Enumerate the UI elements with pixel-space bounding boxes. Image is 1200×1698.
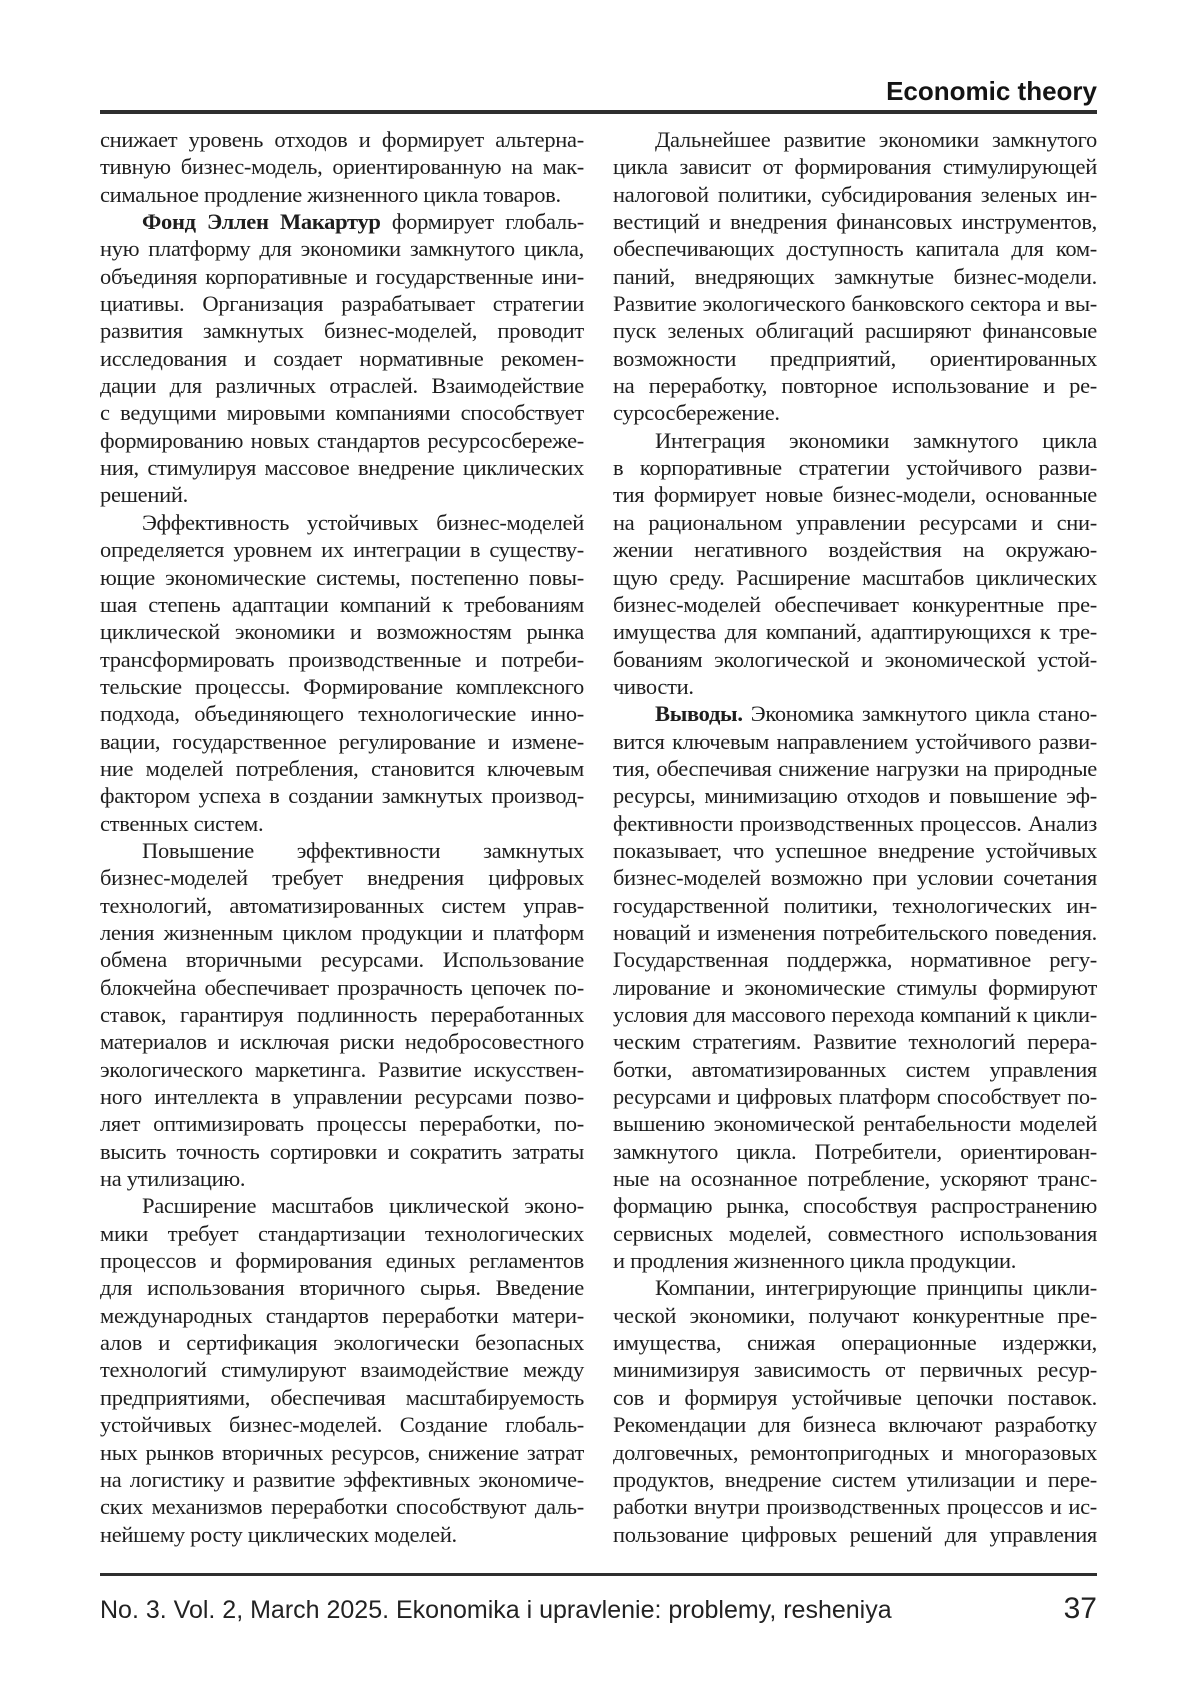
text-line: объединяя корпоративные и государственные ини- [100,263,584,289]
text-line: предприятиями, обеспечивая масштабируемость [100,1384,584,1410]
text-line: чивости. [613,673,694,699]
text-column-left [100,126,584,1548]
text-line: условия для массового перехода компаний к цикли- [613,1002,1097,1027]
footer-rule [100,1573,1097,1576]
text-line: Развитие экологического банковского сектора и вы- [613,291,1097,317]
text-line: Эффективность устойчивых бизнес-моделей [142,509,584,535]
text-line: нейшему росту циклических моделей. [100,1521,457,1547]
text-line: ческим стратегиям. Развитие технологий перера- [613,1029,1097,1055]
text-line: Повышение эффективности замкнутых [142,837,584,863]
text-column-right [613,126,1097,1548]
text-line: замкнутого цикла. Потребители, ориентирован- [613,1138,1097,1164]
text-line: Расширение масштабов циклической эконо- [142,1193,584,1219]
text-line: формацию рынка, способствуя распространению [613,1193,1097,1219]
text-line: сурсосбережение. [613,400,780,426]
text-line: тия формирует новые бизнес-модели, основанные [613,482,1097,508]
text-line: определяется уровнем их интеграции в существу- [100,537,584,563]
text-line: обеспечивающих доступность капитала для ком- [613,236,1097,262]
text-line: технологий, автоматизированных систем управ- [100,892,584,918]
text-line: процессов и формирования единых регламентов [100,1248,584,1274]
text-line: и продления жизненного цикла продукции. [613,1248,1017,1274]
text-line: щую среду. Расширение масштабов циклических [613,564,1097,590]
text-line: блокчейна обеспечивает прозрачность цепочек по- [100,974,584,1000]
text-line: циативы. Организация разрабатывает стратегии [100,291,584,317]
text-line: паний, внедряющих замкнутые бизнес-модели. [613,263,1097,289]
text-line: ресурсами и цифровых платформ способствует по- [613,1084,1097,1110]
text-line: ляет оптимизировать процессы переработки, по- [100,1111,584,1137]
text-line: фактором успеха в создании замкнутых производ- [100,783,584,809]
text-line: возможности предприятий, ориентированных [613,345,1097,371]
text-line: долговечных, ремонтопригодных и многоразовых [613,1439,1097,1465]
text-line: ления жизненным циклом продукции и платформ [100,919,584,945]
text-line: алов и сертификация экологически безопасных [100,1330,584,1356]
article-body [100,126,1097,1548]
text-line: ботки, автоматизированных систем управления [613,1056,1097,1082]
text-line: шая степень адаптации компаний к требованиям [100,591,584,617]
text-line: материалов и исключая риски недобросовестного [100,1029,584,1055]
text-line: вышению экономической рентабельности моделей [613,1111,1097,1137]
text-line: вестиций и внедрения финансовых инструментов, [613,209,1097,235]
text-line: на логистику и развитие эффективных экономиче- [100,1466,584,1492]
text-line: формированию новых стандартов ресурсосбереже- [100,427,584,453]
running-head-section-title: Economic theory [886,76,1097,106]
text-line: дации для различных отраслей. Взаимодействие [100,373,584,399]
text-line: бованиям экологической и экономической устой- [613,646,1097,672]
text-line: развития замкнутых бизнес-моделей, проводит [100,318,584,344]
text-line: ющие экономические системы, постепенно повы- [100,564,584,590]
text-line: Фонд Эллен Макартур формирует глобаль- [142,209,584,235]
text-line: имущества для компаний, адаптирующихся к тре- [613,619,1097,645]
text-line: бизнес-моделей возможно при условии сочетания [613,865,1097,891]
text-line: технологий стимулируют взаимодействие между [100,1357,584,1383]
text-line: Выводы. Экономика замкнутого цикла стано- [655,701,1097,727]
text-line: показывает, что успешное внедрение устойчивых [613,837,1097,863]
text-line: Дальнейшее развитие экономики замкнутого [655,127,1097,152]
text-line: международных стандартов переработки матери- [100,1302,584,1328]
text-line: вации, государственное регулирование и измене- [100,728,584,754]
text-line: ного интеллекта в управлении ресурсами позво- [100,1084,584,1110]
text-line: на утилизацию. [100,1166,246,1192]
text-line: Рекомендации для бизнеса включают разработку [613,1412,1097,1438]
text-line: ресурсы, минимизацию отходов и повышение эф- [613,783,1097,809]
text-line: пуск зеленых облигаций расширяют финансовые [613,318,1097,344]
text-line: государственной политики, технологических ин- [613,892,1097,918]
footer-issue-line: No. 3. Vol. 2, March 2025. Ekonomika i upravlenie: problemy, resheniya [100,1596,892,1624]
text-line: ственных систем. [100,810,264,836]
text-line: сов и формируя устойчивые цепочки поставок. [613,1384,1097,1410]
text-line: тивную бизнес-модель, ориентированную на мак- [100,154,584,180]
text-line: имущества, снижая операционные издержки, [613,1330,1097,1356]
text-line: в корпоративные стратегии устойчивого разви- [613,455,1097,481]
text-line: с ведущими мировыми компаниями способствует [100,400,584,426]
text-line: снижает уровень отходов и формирует альтерна- [100,127,584,152]
text-line: сервисных моделей, совместного использования [613,1220,1097,1246]
text-line: ных рынков вторичных ресурсов, снижение затрат [100,1439,584,1465]
text-line: фективности производственных процессов. Анализ [613,810,1097,836]
text-line: трансформировать производственные и потреби- [100,646,584,672]
text-line: бизнес-моделей обеспечивает конкурентные пре- [613,591,1097,617]
text-line: пользование цифровых решений для управления [613,1521,1097,1547]
text-line: ских механизмов переработки способствуют даль- [100,1494,584,1520]
text-line: новаций и изменения потребительского поведения. [613,919,1097,945]
text-line: ческой экономики, получают конкурентные пре- [613,1302,1097,1328]
text-line: работки внутри производственных процессов и ис- [613,1494,1097,1520]
text-line: обмена вторичными ресурсами. Использование [100,947,584,973]
text-line: ставок, гарантируя подлинность переработанных [100,1002,584,1027]
text-line: продуктов, внедрение систем утилизации и пере- [613,1466,1097,1492]
text-line: тельские процессы. Формирование комплексного [100,673,584,699]
text-line: ные на осознанное потребление, ускоряют транс- [613,1166,1097,1192]
text-line: ния, стимулируя массовое внедрение циклических [100,455,584,481]
text-line: для использования вторичного сырья. Введение [100,1275,584,1301]
footer-page-number: 37 [1063,1592,1097,1625]
page-footer [100,1592,1097,1627]
text-line: Интеграция экономики замкнутого цикла [655,427,1097,453]
text-line: Государственная поддержка, нормативное регу- [613,947,1097,973]
text-line: высить точность сортировки и сократить затраты [100,1138,584,1164]
text-line: мики требует стандартизации технологических [100,1220,584,1246]
text-line: циклической экономики и возможностям рынка [100,619,584,645]
text-line: ние моделей потребления, становится ключевым [100,755,584,781]
text-line: налоговой политики, субсидирования зеленых ин- [613,181,1097,207]
text-line: минимизируя зависимость от первичных ресур- [613,1357,1097,1383]
text-line: устойчивых бизнес-моделей. Создание глобаль- [100,1412,584,1438]
text-line: вится ключевым направлением устойчивого разви- [613,728,1097,754]
text-line: цикла зависит от формирования стимулирующей [613,154,1097,180]
text-line: на переработку, повторное использование и ре- [613,373,1097,399]
text-line: жении негативного воздействия на окружаю- [613,537,1097,563]
text-line: Компании, интегрирующие принципы цикли- [655,1275,1097,1301]
text-line: бизнес-моделей требует внедрения цифровых [100,865,584,891]
text-line: на рациональном управлении ресурсами и сни- [613,509,1097,535]
text-line: решений. [100,482,188,508]
text-line: тия, обеспечивая снижение нагрузки на природные [613,755,1097,781]
text-line: исследования и создает нормативные рекомен- [100,345,584,371]
header-rule [100,110,1097,114]
text-line: симальное продление жизненного цикла товаров. [100,181,561,207]
text-line: ную платформу для экономики замкнутого цикла, [100,236,584,262]
text-line: подхода, объединяющего технологические инно- [100,701,584,727]
text-line: экологического маркетинга. Развитие искусствен- [100,1056,584,1082]
text-line: лирование и экономические стимулы формируют [613,974,1097,1000]
